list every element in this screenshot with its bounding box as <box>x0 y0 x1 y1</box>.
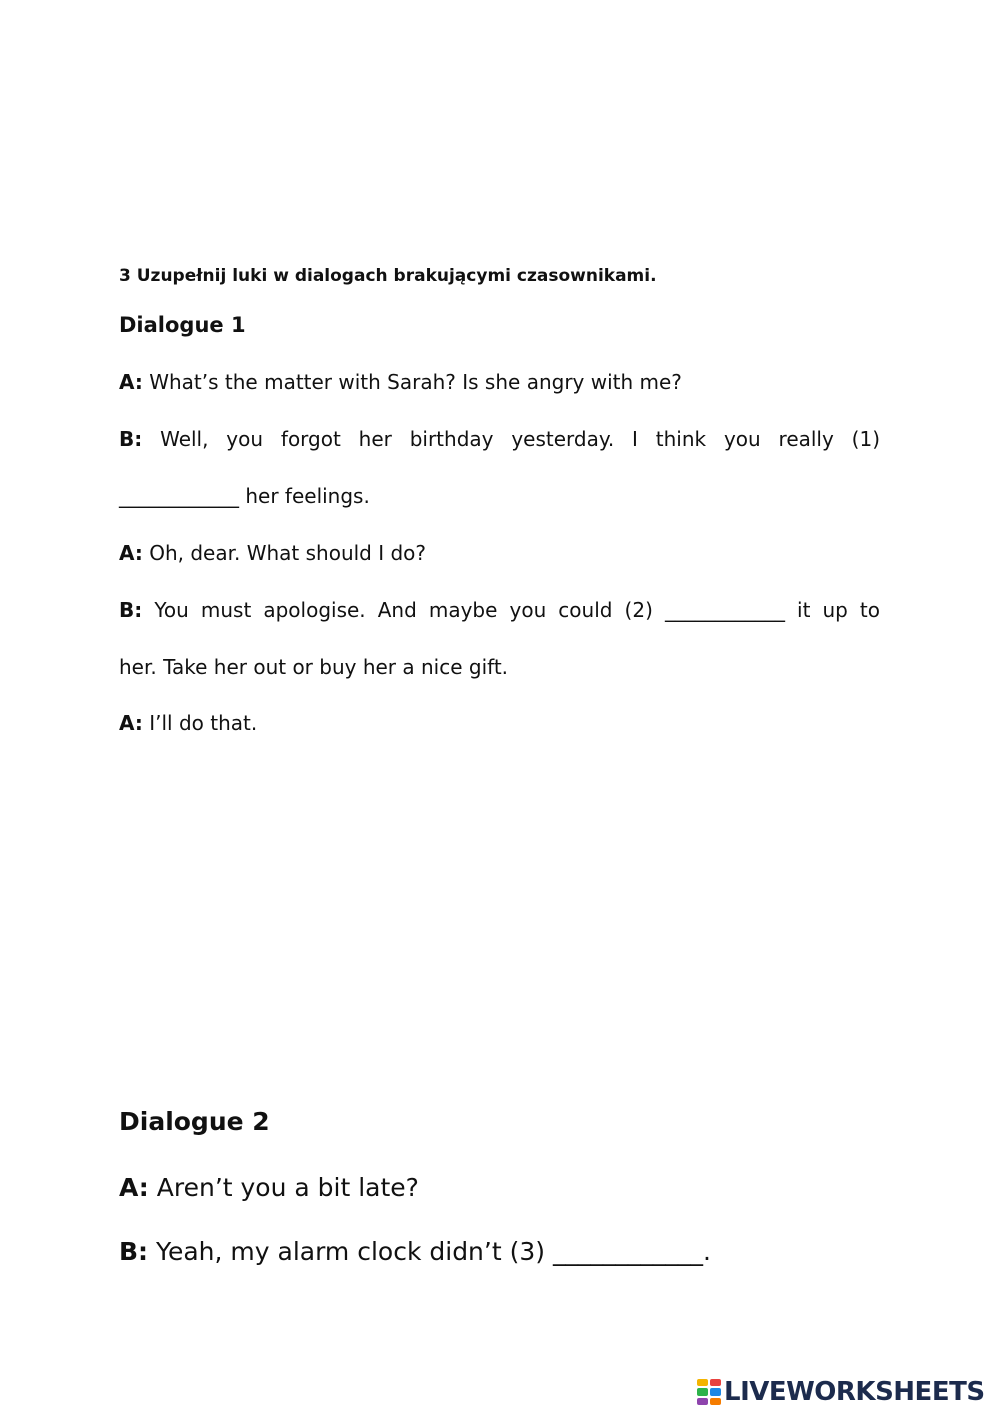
line-text: ____________ her feelings. <box>119 484 370 508</box>
dialogue-1-line-7 <box>119 711 257 735</box>
dialogue-1-line-2 <box>119 427 880 451</box>
dialogue-2-line-2 <box>119 1237 711 1266</box>
logo-mark-icon <box>697 1379 721 1405</box>
line-text: her. Take her out or buy her a nice gift. <box>119 655 509 679</box>
logo-tile <box>697 1379 708 1386</box>
speaker-label: A: <box>119 711 143 735</box>
logo-tile <box>697 1398 708 1405</box>
speaker-label: A: <box>119 370 143 394</box>
liveworksheets-logo <box>697 1377 985 1407</box>
dialogue-1-line-4 <box>119 541 426 565</box>
dialogue-2-title: Dialogue 2 <box>119 1107 270 1136</box>
speaker-label: B: <box>119 598 143 622</box>
line-text: Oh, dear. What should I do? <box>142 541 427 565</box>
line-text: You must apologise. And maybe you could (2) ____________ it up to <box>142 598 880 622</box>
instruction-text: 3 Uzupełnij luki w dialogach brakującymi czasownikami. <box>119 266 657 286</box>
speaker-label: B: <box>119 1237 149 1266</box>
dialogue-1-line-5 <box>119 598 880 622</box>
line-text: Yeah, my alarm clock didn’t (3) ____________. <box>148 1237 711 1266</box>
logo-tile <box>697 1388 708 1395</box>
dialogue-1-title: Dialogue 1 <box>119 313 246 337</box>
line-text: Aren’t you a bit late? <box>148 1173 419 1202</box>
speaker-label: A: <box>119 541 143 565</box>
dialogue-1-line-3 <box>119 484 370 508</box>
dialogue-1-line-1 <box>119 370 682 394</box>
logo-text: LIVEWORKSHEETS <box>724 1377 985 1407</box>
line-text: Well, you forgot her birthday yesterday. I think you really (1) <box>142 427 880 451</box>
dialogue-2-line-1 <box>119 1173 419 1202</box>
dialogue-1-line-6 <box>119 655 508 679</box>
logo-tile <box>710 1388 721 1395</box>
line-text: I’ll do that. <box>142 711 258 735</box>
logo-tile <box>710 1379 721 1386</box>
speaker-label: B: <box>119 427 143 451</box>
logo-tile <box>710 1398 721 1405</box>
speaker-label: A: <box>119 1173 149 1202</box>
line-text: What’s the matter with Sarah? Is she angry with me? <box>142 370 682 394</box>
